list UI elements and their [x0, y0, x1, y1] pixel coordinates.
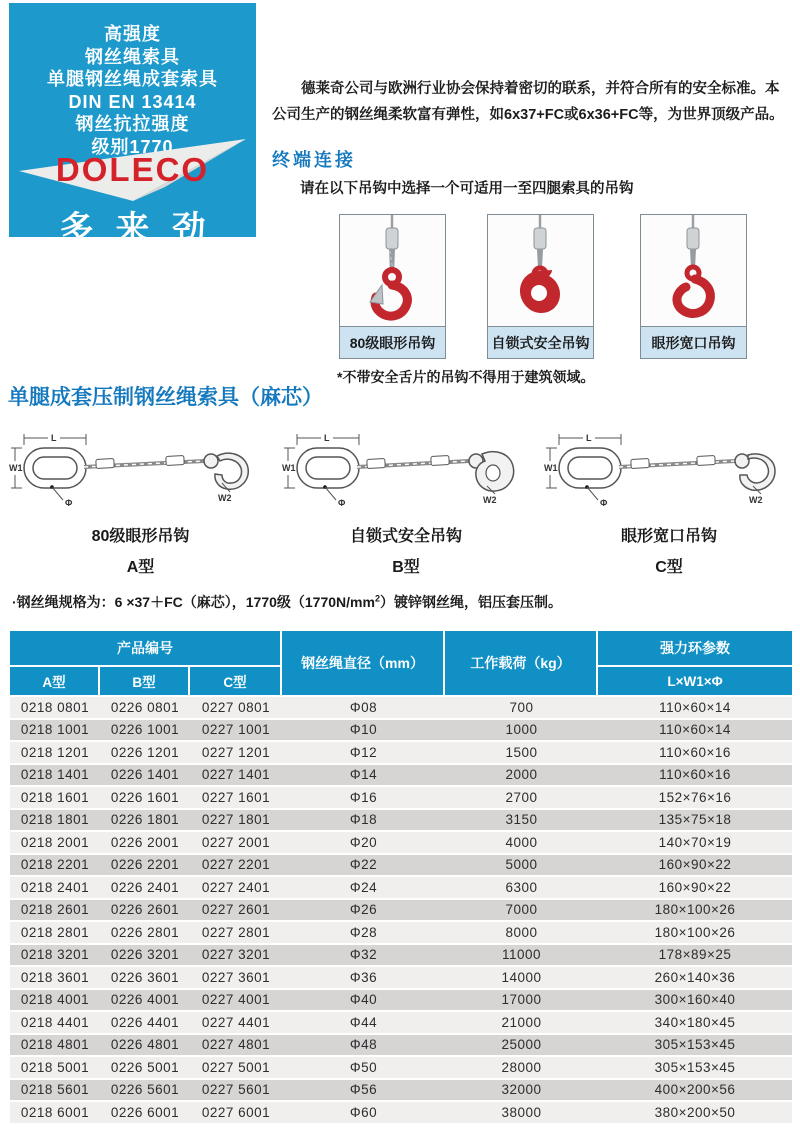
dim-label-l: L [586, 433, 592, 443]
table-cell: Φ20 [282, 832, 445, 855]
sling-diagram-a [8, 428, 273, 577]
table-row [10, 967, 792, 990]
table-cell: 0227 3201 [190, 945, 282, 968]
sling-drawing-b [281, 428, 531, 513]
table-cell: 11000 [445, 945, 598, 968]
banner-line: 单腿钢丝绳成套索具 [47, 69, 218, 89]
table-cell: Φ50 [282, 1057, 445, 1080]
table-cell: 0226 2801 [100, 922, 190, 945]
table-cell: 0226 6001 [100, 1102, 190, 1125]
table-cell: 0218 2201 [10, 855, 100, 878]
table-cell: 380×200×50 [598, 1102, 792, 1125]
terminal-heading: 终端连接 [272, 150, 356, 170]
banner-line: 级别1770 [91, 136, 174, 157]
dim-label-phi: Φ [65, 498, 73, 508]
table-row [10, 922, 792, 945]
table-cell: 0226 4401 [100, 1012, 190, 1035]
table-cell: Φ40 [282, 990, 445, 1013]
table-row [10, 1080, 792, 1103]
table-cell: 0218 4001 [10, 990, 100, 1013]
table-cell: Φ44 [282, 1012, 445, 1035]
spec-note-text: ·钢丝绳规格为：6 ×37＋FC（麻芯），1770级（1770N/mm [12, 594, 375, 610]
header-type-a: A型 [10, 667, 100, 697]
header-load: 工作载荷（kg） [445, 631, 598, 697]
table-row [10, 945, 792, 968]
table-cell: 2700 [445, 787, 598, 810]
table-cell: Φ12 [282, 742, 445, 765]
table-cell: 0226 2001 [100, 832, 190, 855]
table-cell: Φ18 [282, 810, 445, 833]
table-cell: 0226 4001 [100, 990, 190, 1013]
header-ring-sub: L×W1×Φ [598, 667, 792, 697]
table-cell: 0218 2601 [10, 900, 100, 923]
hook-card-self-locking [487, 214, 594, 359]
diagram-type: C型 [655, 559, 683, 576]
table-cell: 5000 [445, 855, 598, 878]
sling-drawing-c [543, 428, 795, 513]
table-row [10, 990, 792, 1013]
eye-hook-icon [340, 215, 445, 326]
table-cell: 0218 6001 [10, 1102, 100, 1125]
table-cell: Φ24 [282, 877, 445, 900]
table-cell: 0218 2801 [10, 922, 100, 945]
hook-card-label: 自锁式安全吊钩 [488, 326, 593, 358]
hook-card-label: 眼形宽口吊钩 [641, 326, 746, 358]
hook-card-wide-mouth [640, 214, 747, 359]
table-cell: 0226 1001 [100, 720, 190, 743]
terminal-subtitle: 请在以下吊钩中选择一个可适用一至四腿索具的吊钩 [300, 181, 634, 197]
table-cell: 0227 1001 [190, 720, 282, 743]
product-table-body [10, 697, 792, 1125]
table-cell: 152×76×16 [598, 787, 792, 810]
table-cell: 305×153×45 [598, 1057, 792, 1080]
table-row [10, 720, 792, 743]
table-cell: 4000 [445, 832, 598, 855]
table-cell: 0227 5001 [190, 1057, 282, 1080]
table-cell: 0218 3601 [10, 967, 100, 990]
intro-paragraph: 德莱奇公司与欧洲行业协会保持着密切的联系，并符合所有的安全标准。本公司生产的钢丝绳柔软富有弹性，如6x37+FC或6x36+FC等，为世界顶级产品。 [272, 81, 784, 123]
table-cell: Φ48 [282, 1035, 445, 1058]
logo-wordmark: DOLECO [55, 151, 210, 188]
table-cell: 7000 [445, 900, 598, 923]
table-row [10, 832, 792, 855]
hook-card-eye-hook [339, 214, 446, 359]
table-cell: 0218 3201 [10, 945, 100, 968]
table-cell: Φ60 [282, 1102, 445, 1125]
table-cell: 0218 1001 [10, 720, 100, 743]
table-cell: Φ28 [282, 922, 445, 945]
table-cell: 305×153×45 [598, 1035, 792, 1058]
table-cell: 110×60×16 [598, 742, 792, 765]
table-cell: 160×90×22 [598, 877, 792, 900]
table-cell: 110×60×14 [598, 697, 792, 720]
dim-label-w2: W2 [218, 493, 232, 503]
table-cell: 700 [445, 697, 598, 720]
table-cell: Φ08 [282, 697, 445, 720]
table-cell: 135×75×18 [598, 810, 792, 833]
diagram-type: B型 [392, 559, 420, 576]
sling-diagram-c [543, 428, 795, 577]
table-cell: 0218 5601 [10, 1080, 100, 1103]
section-title: 单腿成套压制钢丝绳索具（麻芯） [8, 386, 323, 409]
self-locking-hook-image [488, 215, 593, 326]
table-cell: 0227 5601 [190, 1080, 282, 1103]
doleco-logo [15, 137, 250, 203]
table-cell: 178×89×25 [598, 945, 792, 968]
table-cell: Φ26 [282, 900, 445, 923]
dim-label-phi: Φ [600, 498, 608, 508]
table-cell: 6300 [445, 877, 598, 900]
table-cell: 0227 2401 [190, 877, 282, 900]
diagram-label: 自锁式安全吊钩 [349, 528, 462, 545]
table-cell: 0226 2201 [100, 855, 190, 878]
dim-label-w1: W1 [282, 463, 296, 473]
table-cell: 0226 5001 [100, 1057, 190, 1080]
header-product-no: 产品编号 [10, 631, 282, 667]
table-row [10, 1035, 792, 1058]
dim-label-phi: Φ [338, 498, 346, 508]
table-row [10, 1102, 792, 1125]
table-cell: 0218 4801 [10, 1035, 100, 1058]
table-cell: 0226 0801 [100, 697, 190, 720]
table-cell: 0226 1401 [100, 765, 190, 788]
table-cell: 0227 4401 [190, 1012, 282, 1035]
table-cell: 140×70×19 [598, 832, 792, 855]
table-cell: 0227 2601 [190, 900, 282, 923]
table-row [10, 855, 792, 878]
brand-banner [9, 3, 256, 248]
table-cell: 0227 4801 [190, 1035, 282, 1058]
table-cell: 0227 1801 [190, 810, 282, 833]
table-cell: 0226 4801 [100, 1035, 190, 1058]
table-cell: Φ22 [282, 855, 445, 878]
sling-diagram-b [281, 428, 531, 577]
table-row [10, 1057, 792, 1080]
product-table [10, 631, 792, 1125]
table-cell: 0218 1201 [10, 742, 100, 765]
self-locking-hook-icon [488, 215, 593, 326]
table-cell: 0227 2801 [190, 922, 282, 945]
banner-line: 钢丝绳索具 [85, 46, 180, 67]
banner-line: 高强度 [104, 24, 161, 44]
header-ring-params: 强力环参数 [598, 631, 792, 667]
table-cell: 38000 [445, 1102, 598, 1125]
dim-label-w1: W1 [544, 463, 558, 473]
table-cell: Φ36 [282, 967, 445, 990]
table-cell: 28000 [445, 1057, 598, 1080]
table-cell: 2000 [445, 765, 598, 788]
table-cell: 32000 [445, 1080, 598, 1103]
spec-note [12, 592, 562, 612]
table-cell: 160×90×22 [598, 855, 792, 878]
diagram-type: A型 [126, 559, 155, 576]
header-type-b: B型 [100, 667, 190, 697]
table-cell: 0218 4401 [10, 1012, 100, 1035]
table-cell: 180×100×26 [598, 922, 792, 945]
table-cell: 340×180×45 [598, 1012, 792, 1035]
table-cell: 110×60×16 [598, 765, 792, 788]
table-cell: 0227 0801 [190, 697, 282, 720]
table-cell: 180×100×26 [598, 900, 792, 923]
table-cell: 0226 3201 [100, 945, 190, 968]
table-row [10, 1012, 792, 1035]
wide-mouth-hook-image [641, 215, 746, 326]
table-cell: 0227 2001 [190, 832, 282, 855]
dim-label-w2: W2 [749, 495, 763, 505]
table-cell: 0218 2401 [10, 877, 100, 900]
diagram-label: 80级眼形吊钩 [91, 528, 190, 545]
spec-note-text: ）镀锌钢丝绳，铝压套压制。 [379, 594, 562, 610]
dim-label-l: L [51, 433, 57, 443]
table-cell: 0227 1201 [190, 742, 282, 765]
table-cell: 21000 [445, 1012, 598, 1035]
table-cell: 0226 1601 [100, 787, 190, 810]
table-cell: 0218 5001 [10, 1057, 100, 1080]
table-cell: 1000 [445, 720, 598, 743]
hook-card-label: 80级眼形吊钩 [340, 326, 445, 358]
table-cell: 0218 2001 [10, 832, 100, 855]
table-cell: Φ16 [282, 787, 445, 810]
table-row [10, 742, 792, 765]
table-cell: Φ56 [282, 1080, 445, 1103]
diagram-label: 眼形宽口吊钩 [620, 528, 717, 545]
table-cell: 260×140×36 [598, 967, 792, 990]
banner-line: 钢丝抗拉强度 [75, 114, 190, 134]
table-cell: 0218 0801 [10, 697, 100, 720]
safety-footnote: *不带安全舌片的吊钩不得用于建筑领域。 [337, 369, 595, 385]
dim-label-w2: W2 [483, 495, 497, 505]
table-cell: 17000 [445, 990, 598, 1013]
banner-text-lines [9, 3, 256, 158]
table-row [10, 697, 792, 720]
table-row [10, 900, 792, 923]
header-type-c: C型 [190, 667, 282, 697]
eye-hook-image [340, 215, 445, 326]
product-table-header [10, 631, 792, 697]
table-cell: Φ32 [282, 945, 445, 968]
table-cell: Φ14 [282, 765, 445, 788]
logo-chinese-name: 多来劲 [59, 210, 228, 248]
table-cell: 8000 [445, 922, 598, 945]
table-cell: 0218 1801 [10, 810, 100, 833]
table-cell: 0218 1401 [10, 765, 100, 788]
table-cell: 3150 [445, 810, 598, 833]
table-cell: 0227 4001 [190, 990, 282, 1013]
table-cell: 0226 1801 [100, 810, 190, 833]
table-cell: 0227 1401 [190, 765, 282, 788]
sling-drawing-a [8, 428, 273, 513]
table-cell: 0226 2601 [100, 900, 190, 923]
table-cell: 14000 [445, 967, 598, 990]
spec-note-superscript: 2 [374, 593, 380, 604]
table-cell: 0226 1201 [100, 742, 190, 765]
table-cell: 1500 [445, 742, 598, 765]
header-diameter: 钢丝绳直径（mm） [282, 631, 445, 697]
table-row [10, 787, 792, 810]
wide-mouth-hook-icon [641, 215, 746, 326]
dim-label-w1: W1 [9, 463, 23, 473]
table-cell: 110×60×14 [598, 720, 792, 743]
table-cell: 0227 6001 [190, 1102, 282, 1125]
table-cell: Φ10 [282, 720, 445, 743]
table-row [10, 810, 792, 833]
table-cell: 25000 [445, 1035, 598, 1058]
table-row [10, 877, 792, 900]
table-cell: 0226 3601 [100, 967, 190, 990]
table-cell: 0227 1601 [190, 787, 282, 810]
table-cell: 400×200×56 [598, 1080, 792, 1103]
table-cell: 0226 5601 [100, 1080, 190, 1103]
table-cell: 0218 1601 [10, 787, 100, 810]
table-cell: 0226 2401 [100, 877, 190, 900]
banner-line: DIN EN 13414 [68, 91, 197, 112]
dim-label-l: L [324, 433, 330, 443]
table-cell: 300×160×40 [598, 990, 792, 1013]
table-row [10, 765, 792, 788]
table-cell: 0227 2201 [190, 855, 282, 878]
table-cell: 0227 3601 [190, 967, 282, 990]
